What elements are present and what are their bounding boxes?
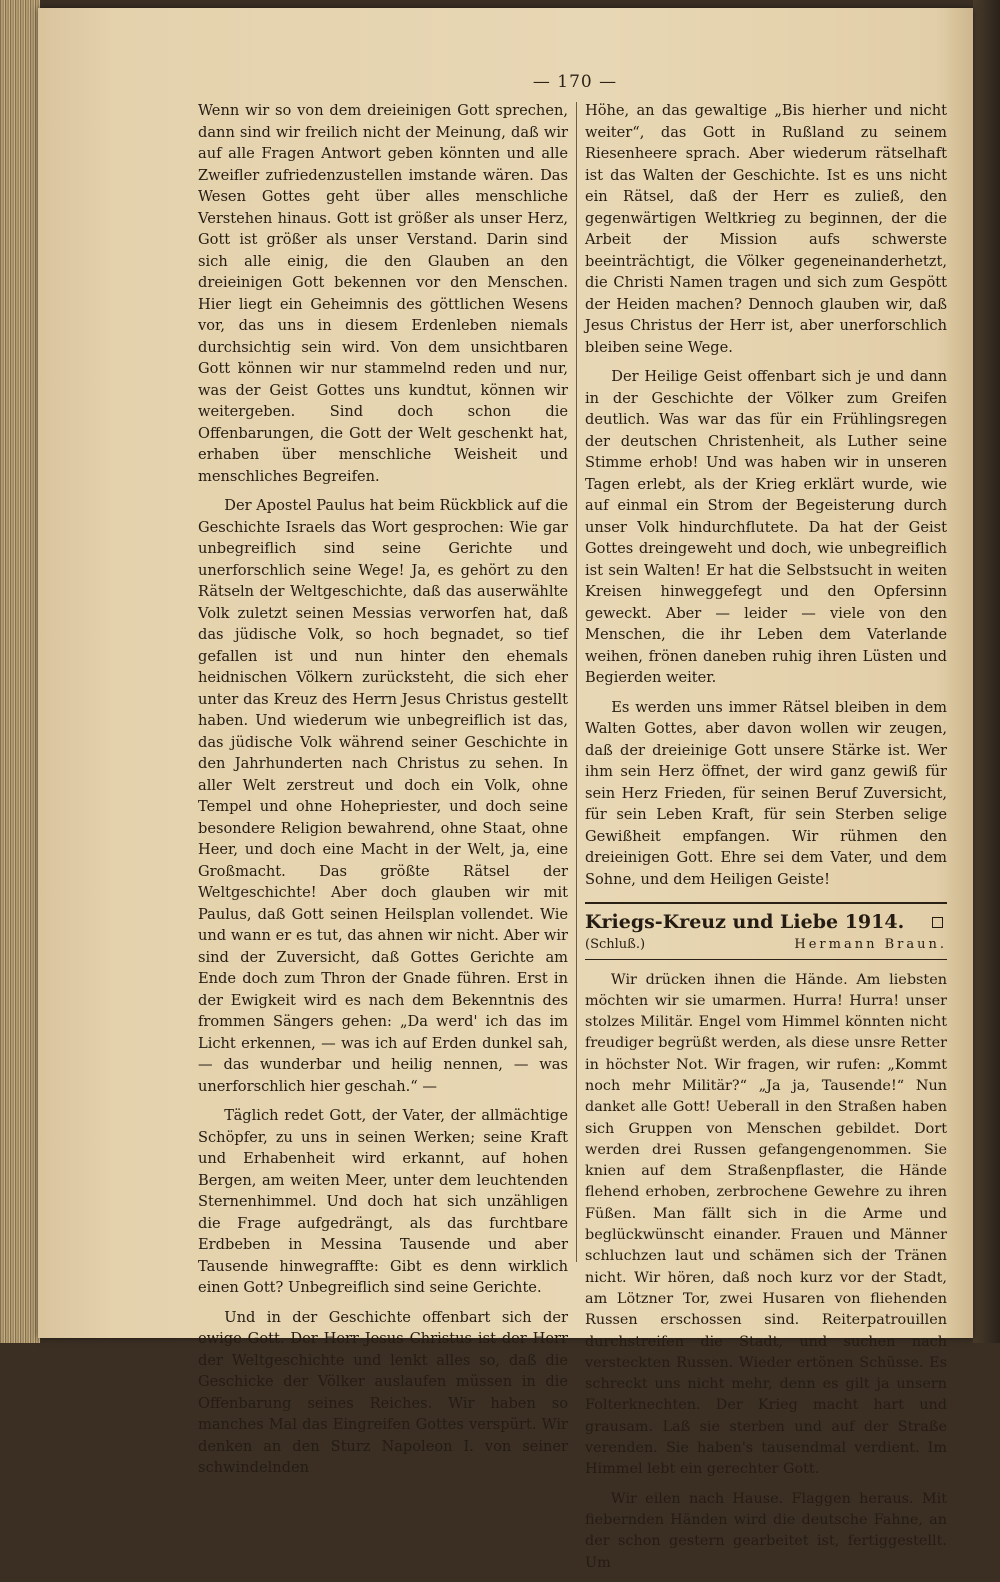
- paragraph: Wir eilen nach Hause. Flaggen heraus. Mit fiebernden Händen wird die deutsche Fahne, an der schon gestern gearbeitet ist, fertiggestellt. Um: [585, 1490, 947, 1571]
- left-column: [198, 100, 568, 1487]
- book-page-edges: [0, 0, 40, 1343]
- paragraph: Wenn wir so von dem dreieinigen Gott sprechen, dann sind wir freilich nicht der Meinung, daß wir auf alle Fragen Antwort geben könnten und alle Zweifler zufriedenzustellen imstande wären. Das Wesen Gottes geht über alles menschliche Verstehen hinaus. Gott ist größer als unser Herz, Gott ist größer als unser Verstand. Darin sind sich alle einig, die den Glauben an den dreieinigen Gott bekennen vor den Menschen. Hier liegt ein Geheimnis des göttlichen Wesens vor, das uns in diesem Erdenleben niemals durchsichtig sein wird. Von dem unsichtbaren Gott können wir nur stammelnd reden und nur, was der Geist Gottes uns kundtut, können wir weitergeben. Sind doch schon die Offenbarungen, die Gott der Welt geschenkt hat, erhaben über menschliche Weisheit und menschliches Begreifen.: [198, 102, 568, 485]
- article-body: [585, 970, 947, 1574]
- paragraph: Täglich redet Gott, der Vater, der allmächtige Schöpfer, zu uns in seinen Werken; seine Kraft und Erhabenheit wird erkannt, auf hohen Bergen, am weiten Meer, unter dem leuchtenden Sternenhimmel. Und doch hat sich unzähligen die Frage aufgedrängt, als das furchtbare Erdbeben in Messina Tausende und aber Tausende hinwegraffte: Gibt es denn wirklich einen Gott? Unbegreiflich sind seine Gerichte.: [198, 1107, 568, 1296]
- article-title: Kriegs-Kreuz und Liebe 1914.: [585, 911, 905, 933]
- article-subtitle: (Schluß.): [585, 937, 646, 952]
- paragraph: Wir drücken ihnen die Hände. Am liebsten möchten wir sie umarmen. Hurra! Hurra! unser stolzes Militär. Engel vom Himmel könnten nicht freudiger begrüßt werden, als diese unsre Retter in höchster Not. Wir fragen, wir rufen: „Kommt noch mehr Militär?“ „Ja ja, Tausende!“ Nun danket alle Gott! Ueberall in den Straßen haben sich Gruppen von Menschen gebildet. Dort werden drei Russen gefangengenommen. Sie knien auf dem Straßenpflaster, die Hände flehend erhoben, zerbrochene Gewehre zu ihren Füßen. Man fällt sich in die Arme und beglückwünscht einander. Frauen und Männer schluchzen laut und schämen sich der Tränen nicht. Wir hören, daß noch kurz vor der Stadt, am Lötzner Tor, zwei Husaren von fliehenden Russen erschossen sind. Reiterpatrouillen durchstreifen die Stadt, und suchen nach versteckten Russen. Wieder ertönen Schüsse. Es schreckt uns nicht mehr, denn es gilt ja unsern Folterknechten. Der Krieg macht hart und grausam. Laß sie sterben und auf der Straße verenden. Sie haben's tausendmal verdient. Im Himmel lebt ein gerechter Gott.: [585, 971, 947, 1478]
- paragraph: Der Apostel Paulus hat beim Rückblick auf die Geschichte Israels das Wort gesprochen: Wie gar unbegreiflich sind seine Gerichte und unerforschlich seine Wege! Ja, es gehört zu den Rätseln der Weltgeschichte, daß das auserwählte Volk zuletzt seinen Messias verworfen hat, daß das jüdische Volk, so hoch begnadet, so tief gefallen ist und nun hinter den ehemals heidnischen Völkern zurücksteht, die sich eher unter das Kreuz des Herrn Jesus Christus gestellt haben. Und wiederum wie unbegreiflich ist das, das jüdische Volk während seiner Geschichte in den Jahrhunderten nach Christus zu sehen. In aller Welt zerstreut und doch ein Volk, ohne Tempel und ohne Hohepriester, und doch seine besondere Religion bewahrend, ohne Staat, ohne Heer, und doch eine Macht in der Welt, ja, eine Großmacht. Das größte Rätsel der Weltgeschichte! Aber doch glauben wir mit Paulus, daß Gott seinen Heilsplan vollendet. Wie und wann er es tut, das ahnen wir nicht. Aber wir sind der Zuversicht, daß Gottes Gerichte am Ende doch zum Thron der Gnade führen. Erst in der Ewigkeit wird es nach dem Bekenntnis des frommen Sängers gehen: „Da werd' ich das im Licht erkennen, — was ich auf Erden dunkel sah, — das wunderbar und heilig nennen, — was unerforschlich hier geschah.“ —: [198, 497, 568, 1095]
- book-cover-edge: [973, 0, 1000, 1343]
- paragraph: Es werden uns immer Rätsel bleiben in dem Walten Gottes, aber davon wollen wir zeugen, daß der dreieinige Gott unsere Stärke ist. Wer ihm sein Herz öffnet, der wird ganz gewiß für sein Herz Frieden, für seinen Beruf Zuversicht, für sein Leben Kraft, für sein Sterben selige Gewißheit empfangen. Wir rühmen den dreieinigen Gott. Ehre sei dem Vater, und dem Sohne, und dem Heiligen Geiste!: [585, 698, 947, 888]
- article-divider: [585, 902, 947, 904]
- article-byline: [585, 934, 947, 960]
- page-number: — 170 —: [532, 72, 618, 92]
- column-divider: [576, 102, 577, 1262]
- square-ornament-icon: [932, 917, 943, 928]
- paragraph: Und in der Geschichte offenbart sich der ewige Gott. Der Herr Jesus Christus ist der Herr der Weltgeschichte und lenkt alles so, daß die Geschicke der Völker auslaufen müssen in die Offenbarung seines Reiches. Wir haben so manches Mal das Eingreifen Gottes verspürt. Wir denken an den Sturz Napoleon I. von seiner schwindelnden: [198, 1308, 568, 1476]
- paragraph: Höhe, an das gewaltige „Bis hierher und nicht weiter“, das Gott in Rußland zu seinem Riesenheere sprach. Aber wiederum rätselhaft ist das Walten der Geschichte. Ist es uns nicht ein Rätsel, daß der Herr es zuließ, den gegenwärtigen Weltkrieg zu beginnen, der die Arbeit der Mission aufs schwerste beeinträchtigt, die Völker gegeneinanderhetzt, die Christi Namen tragen und sich zum Gespött der Heiden machen? Dennoch glauben wir, daß Jesus Christus der Herr ist, aber unerforschlich bleiben seine Wege.: [585, 102, 947, 356]
- article-author: Hermann Braun.: [794, 937, 947, 952]
- right-column: [585, 100, 947, 1582]
- article-header: [585, 910, 947, 934]
- paragraph: Der Heilige Geist offenbart sich je und dann in der Geschichte der Völker zum Greifen deutlich. Was war das für ein Frühlingsregen der deutschen Christenheit, als Luther seine Stimme erhob! Und was haben wir in unseren Tagen erlebt, als der Krieg erklärt wurde, wie auf einmal ein Strom der Begeisterung durch unser Volk hindurchflutete. Da hat der Geist Gottes dreingeweht und doch, wie unbegreiflich ist sein Walten! Er hat die Selbstsucht in weiten Kreisen hinweggefegt und den Opfersinn geweckt. Aber — leider — viele von den Menschen, die ihr Leben dem Vaterlande weihen, frönen daneben ruhig ihren Lüsten und Begierden weiter.: [585, 368, 947, 686]
